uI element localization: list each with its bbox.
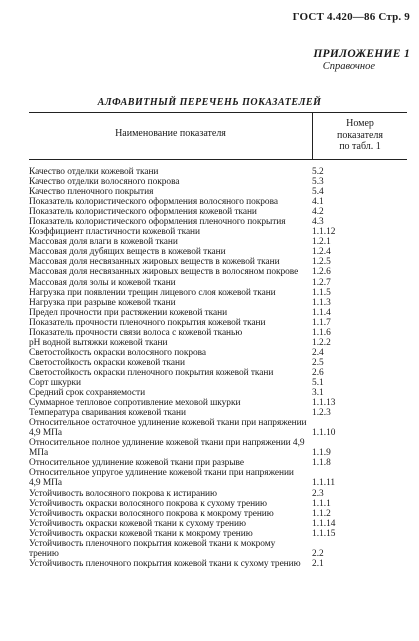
indicator-number: 1.1.3 (312, 297, 331, 308)
indicator-number: 1.1.1 (312, 498, 331, 509)
table-row (29, 217, 407, 227)
indicator-name: pH водной вытяжки кожевой ткани (29, 337, 168, 348)
indicator-number: 2.1 (312, 558, 324, 569)
indicator-number: 4.2 (312, 207, 324, 218)
table-top-rule (29, 112, 407, 113)
column-header-name: Наименование показателя (115, 128, 226, 139)
indicator-number: 2.2 (312, 548, 324, 559)
table-row (29, 529, 407, 539)
indicator-name: Сорт шкурки (29, 377, 81, 388)
table-row (29, 398, 407, 408)
indicator-name: Температура сваривания кожевой ткани (29, 408, 186, 419)
table-row (29, 328, 407, 338)
indicator-name: Устойчивость окраски волосяного покрова к мокрому трению (29, 508, 274, 519)
indicator-number: 1.2.1 (312, 237, 331, 248)
indicator-table (29, 112, 407, 628)
indicator-name: Показатель колористического оформления кожевой ткани (29, 207, 257, 218)
indicator-number: 2.5 (312, 357, 324, 368)
indicator-number: 1.2.2 (312, 337, 331, 348)
page-header: ГОСТ 4.420—86 Стр. 9 (292, 11, 410, 23)
appendix-title: ПРИЛОЖЕНИЕ 1 (313, 48, 410, 60)
table-row (29, 257, 407, 267)
indicator-name: Нагрузка при разрыве кожевой ткани (29, 297, 176, 308)
indicator-number: 4.1 (312, 197, 324, 208)
indicator-name: Устойчивость окраски кожевой ткани к мокрому трению (29, 528, 253, 539)
column-header-number-line: по табл. 1 (339, 141, 381, 152)
indicator-name: Относительное упругое удлинение кожевой ткани при напряжении 4,9 МПа (29, 468, 294, 489)
indicator-number: 1.1.2 (312, 508, 331, 519)
indicator-name: Массовая доля влаги в кожевой ткани (29, 237, 178, 248)
column-header-number-line: показателя (336, 129, 384, 141)
indicator-name: Показатель колористического оформления пленочного покрытия (29, 217, 286, 228)
indicator-name: Относительное остаточное удлинение кожевой ткани при напряжении 4,9 МПа (29, 418, 307, 439)
table-row (29, 408, 407, 418)
table-row (29, 338, 407, 348)
table-row (29, 237, 407, 247)
table-row (29, 559, 407, 569)
table-row (29, 358, 407, 368)
appendix-subtitle: Справочное (322, 61, 375, 72)
table-row (29, 348, 407, 358)
indicator-name: Массовая доля несвязанных жировых веществ в волосяном покрове (29, 267, 299, 278)
table-row (29, 278, 407, 288)
indicator-name: Суммарное тепловое сопротивление меховой шкурки (29, 398, 241, 409)
table-row (29, 288, 407, 298)
indicator-name: Коэффициент пластичности кожевой ткани (29, 227, 200, 238)
indicator-name: Относительное удлинение кожевой ткани при разрыве (29, 458, 244, 469)
table-row (29, 247, 407, 257)
column-header-number (313, 118, 407, 153)
indicator-number: 1.1.13 (312, 398, 336, 409)
indicator-name: Устойчивость окраски волосяного покрова к сухому трению (29, 498, 267, 509)
table-row (29, 438, 407, 458)
table-row (29, 298, 407, 308)
table-row (29, 468, 407, 488)
table-rows (29, 167, 407, 569)
indicator-name: Светостойкость окраски кожевой ткани (29, 357, 185, 368)
table-row (29, 489, 407, 499)
indicator-name: Устойчивость волосяного покрова к истиранию (29, 488, 217, 499)
indicator-name: Качество отделки волосяного покрова (29, 177, 180, 188)
indicator-name: Относительное полное удлинение кожевой ткани при напряжении 4,9 МПа (29, 438, 305, 459)
indicator-name: Светостойкость окраски пленочного покрытия кожевой ткани (29, 367, 274, 378)
indicator-name: Устойчивость пленочного покрытия кожевой ткани к мокрому трению (29, 538, 276, 559)
indicator-name: Предел прочности при растяжении кожевой ткани (29, 307, 228, 318)
indicator-name: Светостойкость окраски волосяного покрова (29, 347, 206, 358)
table-row (29, 267, 407, 277)
indicator-number: 1.1.5 (312, 287, 331, 298)
table-row (29, 187, 407, 197)
indicator-number: 2.4 (312, 347, 324, 358)
table-row (29, 197, 407, 207)
table-row (29, 388, 407, 398)
table-row (29, 177, 407, 187)
indicator-number: 1.1.14 (312, 518, 336, 529)
indicator-number: 3.1 (312, 388, 324, 399)
indicator-name: Массовая доля дубящих веществ в кожевой ткани (29, 247, 226, 258)
indicator-name: Средний срок сохраняемости (29, 388, 146, 399)
table-row (29, 509, 407, 519)
indicator-number: 2.6 (312, 367, 324, 378)
table-row (29, 318, 407, 328)
indicator-number: 1.1.4 (312, 307, 331, 318)
table-row (29, 227, 407, 237)
table-row (29, 167, 407, 177)
indicator-name: Устойчивость окраски кожевой ткани к сухому трению (29, 518, 246, 529)
table-row (29, 458, 407, 468)
table-row (29, 207, 407, 217)
indicator-number: 1.2.3 (312, 408, 331, 419)
indicator-number: 1.1.12 (312, 227, 336, 238)
section-title: АЛФАВИТНЫЙ ПЕРЕЧЕНЬ ПОКАЗАТЕЛЕЙ (97, 97, 322, 108)
indicator-name: Показатель прочности связи волоса с кожевой тканью (29, 327, 243, 338)
indicator-number: 1.2.7 (312, 277, 331, 288)
indicator-name: Устойчивость пленочного покрытия кожевой ткани к сухому трению (29, 558, 301, 569)
indicator-number: 1.1.15 (312, 528, 336, 539)
indicator-name: Массовая доля золы и кожевой ткани (29, 277, 176, 288)
indicator-number: 4.3 (312, 217, 324, 228)
table-row (29, 499, 407, 509)
indicator-name: Качество пленочного покрытия (29, 187, 154, 198)
indicator-number: 1.1.7 (312, 317, 331, 328)
indicator-number: 2.3 (312, 488, 324, 499)
table-row (29, 378, 407, 388)
table-row (29, 418, 407, 438)
indicator-number: 1.1.8 (312, 458, 331, 469)
indicator-name: Массовая доля несвязанных жировых веществ в кожевой ткани (29, 257, 280, 268)
indicator-number: 5.2 (312, 167, 324, 177)
indicator-name: Качество отделки кожевой ткани (29, 167, 159, 177)
indicator-name: Нагрузка при появлении трещин лицевого слоя кожевой ткани (29, 287, 276, 298)
table-row (29, 308, 407, 318)
indicator-number: 1.2.5 (312, 257, 331, 268)
indicator-name: Показатель колористического оформления волосяного покрова (29, 197, 278, 208)
indicator-number: 1.1.6 (312, 327, 331, 338)
indicator-number: 1.1.10 (312, 428, 336, 439)
indicator-number: 1.2.6 (312, 267, 331, 278)
column-header-number-line: Номер (346, 118, 374, 129)
indicator-number: 1.1.9 (312, 448, 331, 459)
table-row (29, 539, 407, 559)
indicator-number: 5.4 (312, 187, 324, 198)
indicator-name: Показатель прочности пленочного покрытия кожевой ткани (29, 317, 266, 328)
indicator-number: 5.3 (312, 177, 324, 188)
indicator-number: 1.1.11 (312, 478, 336, 489)
indicator-number: 1.2.4 (312, 247, 331, 258)
table-header-rule (29, 159, 407, 160)
table-row (29, 519, 407, 529)
indicator-number: 5.1 (312, 377, 324, 388)
table-row (29, 368, 407, 378)
